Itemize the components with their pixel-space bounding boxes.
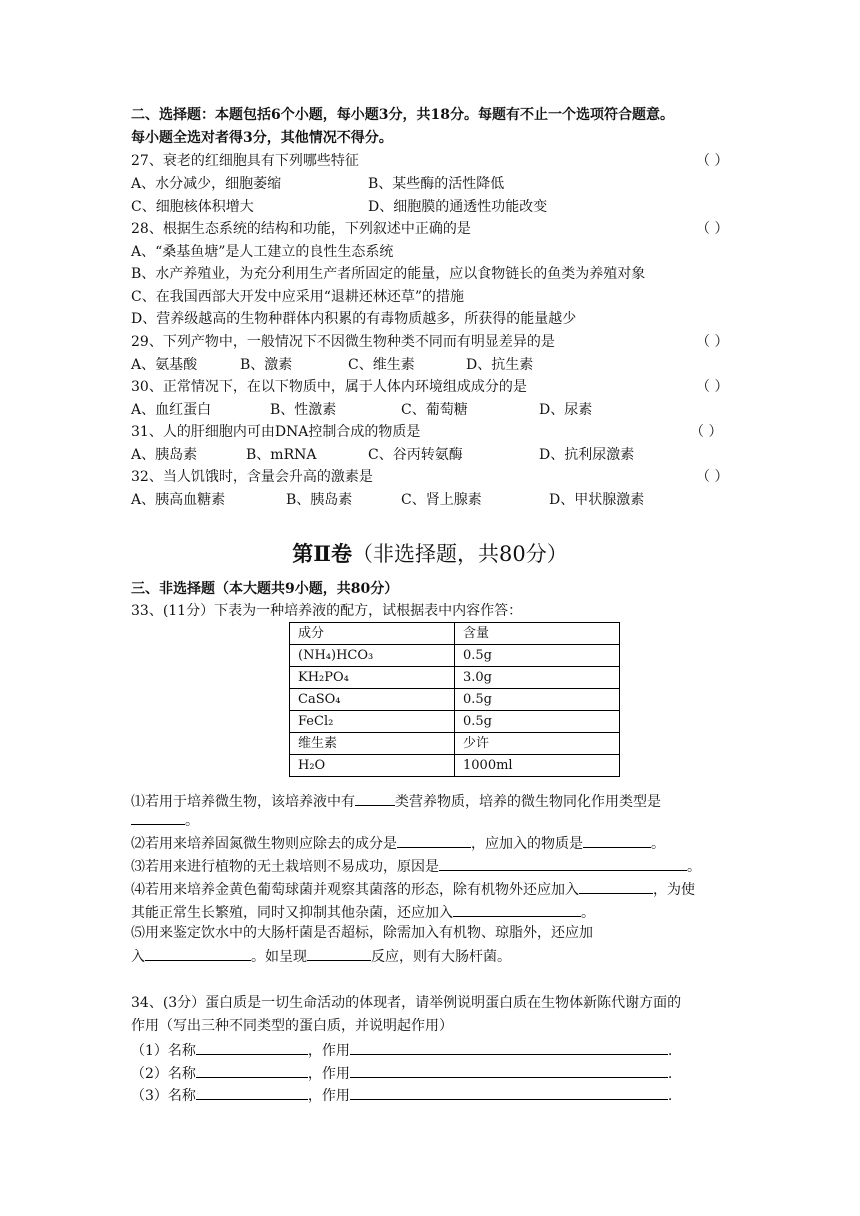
q34-end-mark: . xyxy=(667,1043,673,1059)
answer-blank[interactable] xyxy=(579,879,653,894)
table-row xyxy=(290,711,620,733)
table-row xyxy=(290,645,620,667)
q32-stem: 32、当人饥饿时，含量会升高的激素是 xyxy=(131,469,373,485)
part2-title xyxy=(0,540,860,568)
answer-blank[interactable] xyxy=(196,1040,308,1055)
part2-title-bold: 第Ⅱ卷 xyxy=(292,541,352,566)
q33-part2-text-c: 。 xyxy=(651,836,665,852)
q34-item-number: （2） xyxy=(131,1066,168,1082)
q28-option-b: B、水产养殖业，为充分利用生产者所固定的能量，应以食物链长的鱼类为养殖对象 xyxy=(131,266,646,282)
q29-option-b: B、激素 xyxy=(240,357,293,373)
q31-answer-paren: （ ） xyxy=(690,424,723,440)
q33-part3 xyxy=(131,856,701,876)
q33-part4 xyxy=(131,879,695,899)
q33-part5-text-b: 入 xyxy=(131,949,145,965)
q32-option-a: A、胰高血糖素 xyxy=(131,492,226,508)
answer-blank[interactable] xyxy=(196,1063,308,1078)
section2-header-line2: 每小题全选对者得3分，其他情况不得分。 xyxy=(131,130,393,146)
amount-cell: 3.0g xyxy=(455,667,620,689)
table-row xyxy=(290,755,620,777)
q33-part1 xyxy=(131,791,661,811)
amount-cell: 0.5g xyxy=(455,689,620,711)
q33-part3-text-a: ⑶若用来进行植物的无土栽培则不易成功，原因是 xyxy=(131,859,439,875)
answer-blank[interactable] xyxy=(350,1063,668,1078)
q33-part4-cont xyxy=(131,902,595,922)
answer-blank[interactable] xyxy=(145,946,251,961)
answer-blank[interactable] xyxy=(131,810,185,825)
q29-option-c: C、维生素 xyxy=(348,357,415,373)
table-header-cell: 成分 xyxy=(290,623,455,645)
q33-part4-text-b: ，为使 xyxy=(653,882,695,898)
amount-cell: 1000ml xyxy=(455,755,620,777)
q34-item-number: （3） xyxy=(131,1088,168,1104)
ingredient-cell: 维生素 xyxy=(290,733,455,755)
q33-part2-text-a: ⑵若用来培养固氮微生物则应除去的成分是 xyxy=(131,836,397,852)
q33-part2 xyxy=(131,833,665,853)
q34-stem-line2: 作用（写出三种不同类型的蛋白质，并说明起作用） xyxy=(131,1018,453,1034)
answer-blank[interactable] xyxy=(355,791,395,806)
answer-blank[interactable] xyxy=(397,833,471,848)
amount-cell: 少许 xyxy=(455,733,620,755)
q34-name-label: 名称 xyxy=(167,1066,196,1082)
ingredient-cell: CaSO₄ xyxy=(290,689,455,711)
answer-blank[interactable] xyxy=(439,856,687,871)
medium-recipe-table xyxy=(289,622,620,777)
q34-end-mark: . xyxy=(667,1088,673,1104)
q27-option-a: A、水分减少，细胞萎缩 xyxy=(131,176,282,192)
q32-option-d: D、甲状腺激素 xyxy=(549,492,645,508)
q31-option-a: A、胰岛素 xyxy=(131,447,198,463)
q31-option-d: D、抗利尿激素 xyxy=(539,447,635,463)
q34-function-label: ，作用 xyxy=(307,1088,350,1104)
q29-answer-paren: （ ） xyxy=(696,334,729,350)
answer-blank[interactable] xyxy=(453,902,581,917)
q34-item-number: （1） xyxy=(131,1043,168,1059)
q30-stem: 30、正常情况下，在以下物质中，属于人体内环境组成成分的是 xyxy=(131,379,527,395)
q30-option-a: A、血红蛋白 xyxy=(131,402,212,418)
q34-name-label: 名称 xyxy=(167,1088,196,1104)
q27-option-d: D、细胞膜的通透性功能改变 xyxy=(368,199,548,215)
q28-option-d: D、营养级越高的生物种群体内积累的有毒物质越多，所获得的能量越少 xyxy=(131,311,577,327)
q34-item-3 xyxy=(131,1085,672,1105)
table-row xyxy=(290,667,620,689)
q31-option-b: B、mRNA xyxy=(246,447,317,463)
ingredient-cell: KH₂PO₄ xyxy=(290,667,455,689)
table-header-row xyxy=(290,623,620,645)
ingredient-cell: (NH₄)HCO₃ xyxy=(290,645,455,667)
q34-item-1 xyxy=(131,1040,672,1060)
q33-stem: 33、(11分）下表为一种培养液的配方，试根据表中内容作答： xyxy=(131,603,523,619)
q33-part5-cont xyxy=(131,946,511,966)
q30-option-b: B、性激素 xyxy=(270,402,337,418)
part2-title-rest: （非选择题，共80分） xyxy=(351,542,568,566)
q33-part1-text-c: 。 xyxy=(185,813,199,829)
answer-blank[interactable] xyxy=(307,946,371,961)
section2-header-line1: 二、选择题：本题包括6个小题，每小题3分，共18分。每题有不止一个选项符合题意。 xyxy=(131,107,674,123)
q29-stem: 29、下列产物中，一般情况下不因微生物种类不同而有明显差异的是 xyxy=(131,334,555,350)
q34-function-label: ，作用 xyxy=(307,1066,350,1082)
q32-option-c: C、肾上腺素 xyxy=(401,492,482,508)
q27-option-b: B、某些酶的活性降低 xyxy=(368,176,505,192)
table-row xyxy=(290,689,620,711)
q33-part2-text-b: ，应加入的物质是 xyxy=(471,836,583,852)
q28-answer-paren: （ ） xyxy=(696,221,729,237)
q29-option-d: D、抗生素 xyxy=(466,357,534,373)
q33-part1-text-b: 类营养物质，培养的微生物同化作用类型是 xyxy=(395,794,661,810)
amount-cell: 0.5g xyxy=(455,645,620,667)
q33-part5-text-d: 反应，则有大肠杆菌。 xyxy=(371,949,511,965)
q28-stem: 28、根据生态系统的结构和功能，下列叙述中正确的是 xyxy=(131,221,471,237)
q34-stem-line1: 34、(3分）蛋白质是一切生命活动的体现者，请举例说明蛋白质在生物体新陈代谢方面的 xyxy=(131,995,682,1011)
q33-part5-text-c: 。如呈现 xyxy=(251,949,307,965)
answer-blank[interactable] xyxy=(196,1085,308,1100)
q34-end-mark: . xyxy=(667,1066,673,1082)
q31-option-c: C、谷丙转氨酶 xyxy=(368,447,463,463)
q30-option-d: D、尿素 xyxy=(539,402,593,418)
q33-part1-text-a: ⑴若用于培养微生物，该培养液中有 xyxy=(131,794,355,810)
answer-blank[interactable] xyxy=(350,1085,668,1100)
q28-option-a: A、“桑基鱼塘”是人工建立的良性生态系统 xyxy=(131,244,394,260)
q28-option-c: C、在我国西部大开发中应采用“退耕还林还草”的措施 xyxy=(131,289,465,305)
q27-stem: 27、衰老的红细胞具有下列哪些特征 xyxy=(131,153,359,169)
q34-item-2 xyxy=(131,1063,672,1083)
q33-part4-text-a: ⑷若用来培养金黄色葡萄球菌并观察其菌落的形态，除有机物外还应加入 xyxy=(131,882,579,898)
q33-part5: ⑸用来鉴定饮水中的大肠杆菌是否超标，除需加入有机物、琼脂外，还应加 xyxy=(131,925,593,941)
q27-answer-paren: （ ） xyxy=(696,153,729,169)
q34-name-label: 名称 xyxy=(167,1043,196,1059)
q33-part4-text-c: 其能正常生长繁殖，同时又抑制其他杂菌，还应加入 xyxy=(131,905,453,921)
ingredient-cell: FeCl₂ xyxy=(290,711,455,733)
answer-blank[interactable] xyxy=(350,1040,668,1055)
table-row xyxy=(290,733,620,755)
q30-answer-paren: （ ） xyxy=(696,379,729,395)
section3-header: 三、非选择题（本大题共9小题，共80分） xyxy=(131,581,399,597)
ingredient-cell: H₂O xyxy=(290,755,455,777)
q33-part3-text-c: 。 xyxy=(687,859,701,875)
q30-option-c: C、葡萄糖 xyxy=(401,402,468,418)
q33-part1-cont xyxy=(131,810,199,830)
q29-option-a: A、氨基酸 xyxy=(131,357,198,373)
table-header-cell: 含量 xyxy=(455,623,620,645)
q32-answer-paren: （ ） xyxy=(696,469,729,485)
q31-stem: 31、人的肝细胞内可由DNA控制合成的物质是 xyxy=(131,424,421,440)
q32-option-b: B、胰岛素 xyxy=(286,492,353,508)
q33-part4-text-d: 。 xyxy=(581,905,595,921)
answer-blank[interactable] xyxy=(583,833,651,848)
q27-option-c: C、细胞核体积增大 xyxy=(131,199,254,215)
amount-cell: 0.5g xyxy=(455,711,620,733)
q34-function-label: ，作用 xyxy=(307,1043,350,1059)
